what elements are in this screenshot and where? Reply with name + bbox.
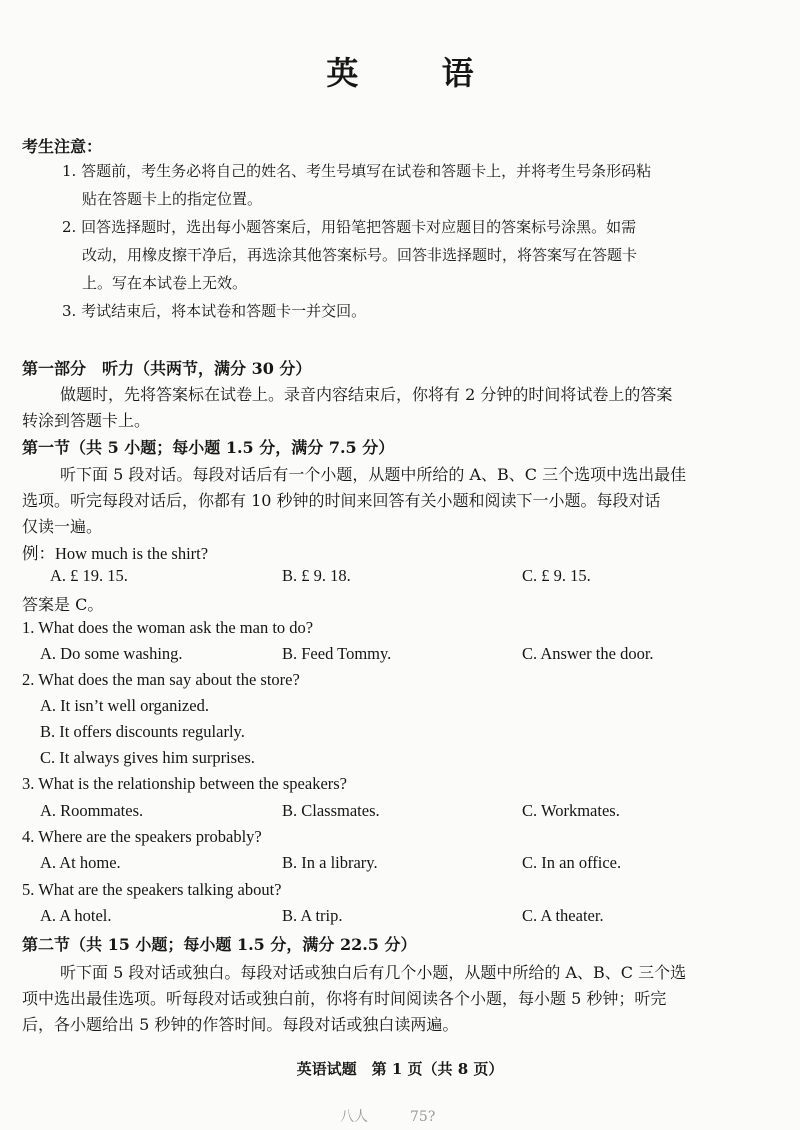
section2-heading: 第二节（共 15 小题；每小题 1.5 分，满分 22.5 分）	[22, 935, 417, 954]
bottom-scribble: 八人 75?	[340, 1109, 436, 1125]
page-footer: 英语试题 第 1 页（共 8 页）	[296, 1060, 504, 1078]
section2-instr-line-2: 项中选出最佳选项。听每段对话或独白前，你将有时间阅读各个小题，每小题 5 秒钟；听完	[22, 989, 667, 1008]
question-5-option-b: B. A trip.	[282, 906, 343, 925]
section2-instr-line-3: 后，各小题给出 5 秒钟的作答时间。每段对话或独白读两遍。	[22, 1015, 459, 1034]
question-5-option-a: A. A hotel.	[40, 906, 112, 925]
question-1: 1. What does the woman ask the man to do?	[22, 618, 314, 637]
page-title: 英 语	[326, 54, 510, 92]
question-2-option-b: B. It offers discounts regularly.	[40, 722, 245, 741]
example-option-a: A. £ 19. 15.	[50, 566, 128, 585]
question-3-option-c: C. Workmates.	[522, 801, 620, 820]
notice-heading: 考生注意：	[22, 137, 103, 156]
question-3-option-a: A. Roommates.	[40, 801, 144, 820]
example-question: 例：How much is the shirt?	[22, 544, 209, 563]
notice-item-2-line-3: 上。写在本试卷上无效。	[82, 274, 248, 292]
question-5-option-c: C. A theater.	[522, 906, 604, 925]
part1-heading: 第一部分 听力（共两节，满分 30 分）	[22, 359, 312, 378]
section1-heading: 第一节（共 5 小题；每小题 1.5 分，满分 7.5 分）	[22, 438, 395, 457]
section1-instr-line-2: 选项。听完每段对话后，你都有 10 秒钟的时间来回答有关小题和阅读下一小题。每段对话	[22, 491, 661, 510]
example-option-c: C. £ 9. 15.	[522, 566, 591, 585]
section1-instr-line-3: 仅读一遍。	[22, 517, 103, 536]
section1-instr-line-1: 听下面 5 段对话。每段对话后有一个小题，从题中所给的 A、B、C 三个选项中选出最佳	[60, 465, 687, 484]
notice-item-1-line-1: 1. 答题前，考生务必将自己的姓名、考生号填写在试卷和答题卡上，并将考生号条形码粘	[62, 162, 652, 180]
question-2-option-c: C. It always gives him surprises.	[40, 748, 255, 767]
notice-item-1-line-2: 贴在答题卡上的指定位置。	[82, 190, 263, 208]
question-2-option-a: A. It isn’t well organized.	[40, 696, 209, 715]
section2-instr-line-1: 听下面 5 段对话或独白。每段对话或独白后有几个小题，从题中所给的 A、B、C 三个选	[60, 963, 687, 982]
question-4-option-c: C. In an office.	[522, 853, 622, 872]
question-4: 4. Where are the speakers probably?	[22, 827, 262, 846]
notice-item-2-line-2: 改动，用橡皮擦干净后，再选涂其他答案标号。回答非选择题时，将答案写在答题卡	[82, 246, 638, 264]
question-1-option-a: A. Do some washing.	[40, 644, 183, 663]
example-option-b: B. £ 9. 18.	[282, 566, 351, 585]
question-3-option-b: B. Classmates.	[282, 801, 380, 820]
question-1-option-b: B. Feed Tommy.	[282, 644, 392, 663]
question-2: 2. What does the man say about the store?	[22, 670, 300, 689]
question-4-option-b: B. In a library.	[282, 853, 378, 872]
question-1-option-c: C. Answer the door.	[522, 644, 654, 663]
question-4-option-a: A. At home.	[40, 853, 121, 872]
notice-item-3-line-1: 3. 考试结束后，将本试卷和答题卡一并交回。	[62, 302, 367, 320]
question-5: 5. What are the speakers talking about?	[22, 880, 282, 899]
part1-intro-line-1: 做题时，先将答案标在试卷上。录音内容结束后，你将有 2 分钟的时间将试卷上的答案	[60, 385, 673, 404]
notice-item-2-line-1: 2. 回答选择题时，选出每小题答案后，用铅笔把答题卡对应题目的答案标号涂黑。如需	[62, 218, 637, 236]
question-3: 3. What is the relationship between the speakers?	[22, 774, 348, 793]
example-answer: 答案是 C。	[22, 595, 104, 614]
part1-intro-line-2: 转涂到答题卡上。	[22, 411, 151, 430]
